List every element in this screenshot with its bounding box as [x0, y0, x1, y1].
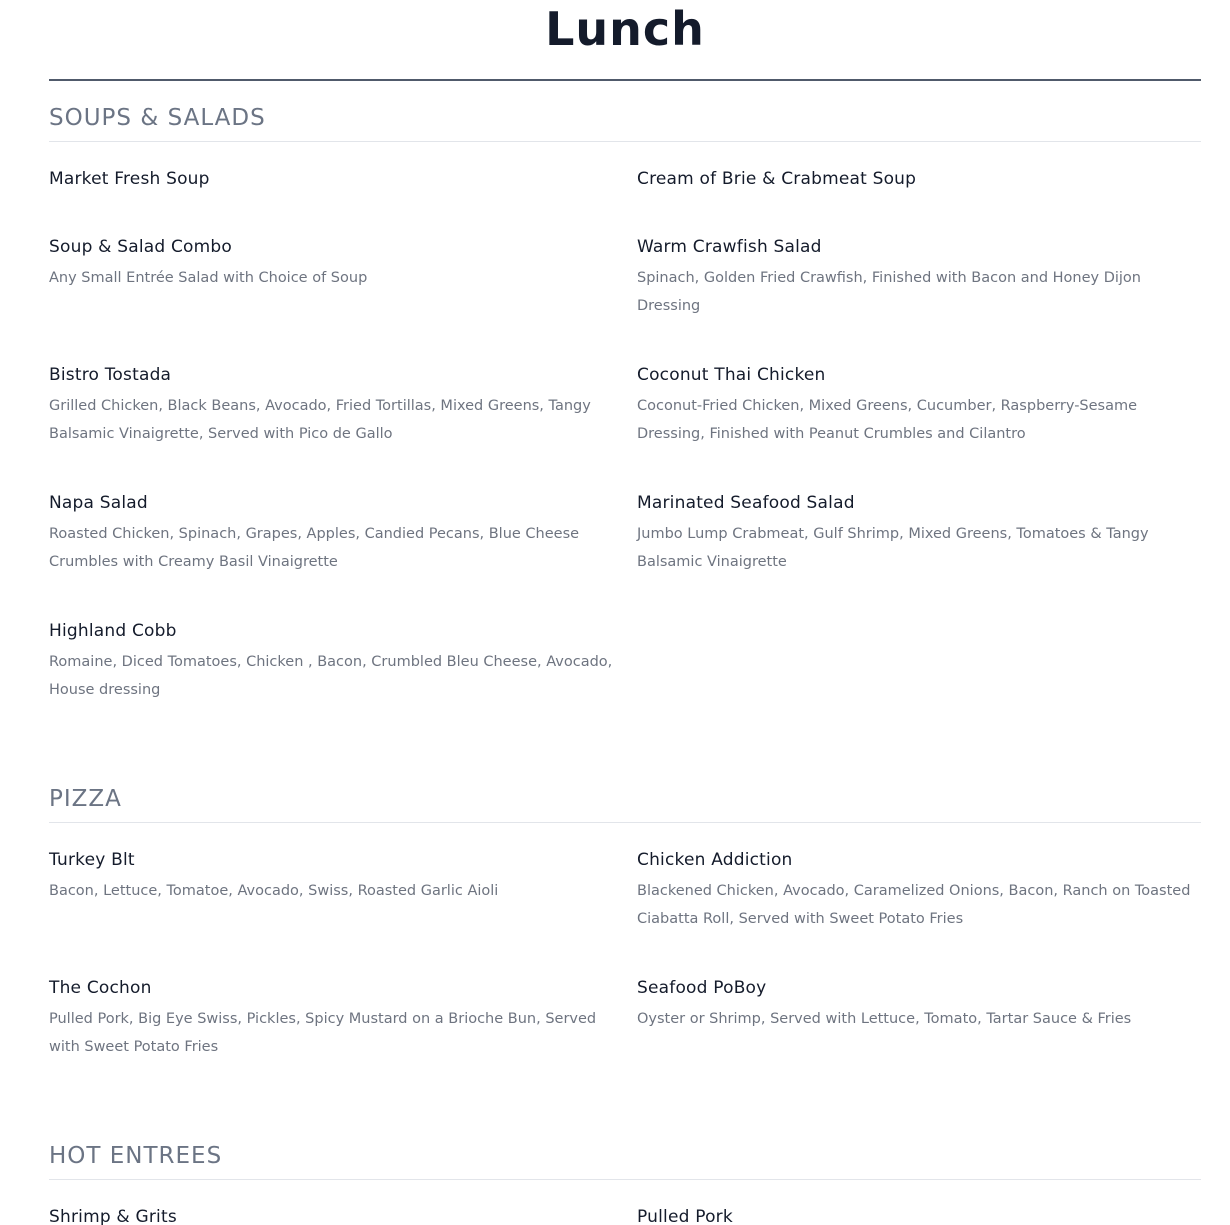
menu-item-description: Spinach, Golden Fried Crawfish, Finished with Bacon and Honey Dijon Dressing	[637, 270, 1141, 314]
menu-item-name: Pulled Pork	[637, 1207, 733, 1225]
menu-item-name: The Cochon	[49, 978, 152, 998]
menu-item	[637, 849, 1202, 933]
menu-item	[49, 977, 614, 1061]
menu-item-name: Napa Salad	[49, 493, 148, 513]
title-divider	[49, 79, 1201, 81]
menu-item	[637, 977, 1202, 1033]
menu-item-description: Roasted Chicken, Spinach, Grapes, Apples, Candied Pecans, Blue Cheese Crumbles with Creamy Basil Vinaigrette	[49, 526, 580, 570]
menu-item-description: Oyster or Shrimp, Served with Lettuce, Tomato, Tartar Sauce & Fries	[637, 1011, 1132, 1027]
menu-item-name: Marinated Seafood Salad	[637, 493, 855, 513]
section-hot-entrees	[49, 1142, 1201, 1225]
menu-item-description: Romaine, Diced Tomatoes, Chicken , Bacon, Crumbled Bleu Cheese, Avocado, House dressing	[49, 654, 613, 698]
menu-item	[49, 236, 614, 292]
menu-item	[637, 236, 1202, 320]
menu-item-description: Grilled Chicken, Black Beans, Avocado, Fried Tortillas, Mixed Greens, Tangy Balsamic Vinaigrette, Served with Pico de Gallo	[49, 398, 591, 442]
menu-item	[637, 492, 1202, 576]
menu-item-name: Highland Cobb	[49, 621, 177, 641]
menu-item-name: Market Fresh Soup	[49, 169, 210, 189]
section-divider	[49, 1179, 1201, 1180]
menu-item-description: Blackened Chicken, Avocado, Caramelized Onions, Bacon, Ranch on Toasted Ciabatta Roll, Served with Sweet Potato Fries	[637, 883, 1191, 927]
menu-item-name: Turkey Blt	[49, 850, 135, 870]
menu-item-name: Bistro Tostada	[49, 365, 172, 385]
section-pizza	[49, 785, 1201, 1055]
menu-item	[49, 168, 614, 190]
menu-item	[49, 364, 614, 448]
menu-item-description: Pulled Pork, Big Eye Swiss, Pickles, Spicy Mustard on a Brioche Bun, Served with Sweet Potato Fries	[49, 1011, 597, 1055]
menu-item-description: Jumbo Lump Crabmeat, Gulf Shrimp, Mixed Greens, Tomatoes & Tangy Balsamic Vinaigrette	[637, 526, 1149, 570]
menu-item-description: Bacon, Lettuce, Tomatoe, Avocado, Swiss, Roasted Garlic Aioli	[49, 883, 499, 899]
section-heading: HOT ENTREES	[49, 1143, 223, 1169]
menu-item	[637, 168, 1202, 190]
section-divider	[49, 141, 1201, 142]
menu-item	[49, 492, 614, 576]
menu-item-name: Warm Crawfish Salad	[637, 237, 822, 257]
menu-item	[49, 1206, 614, 1225]
menu-item-description: Any Small Entrée Salad with Choice of Soup	[49, 270, 368, 286]
menu-item-name: Chicken Addiction	[637, 850, 793, 870]
menu-item	[637, 1206, 1202, 1225]
menu-item-name: Cream of Brie & Crabmeat Soup	[637, 169, 917, 189]
menu-item	[637, 364, 1202, 448]
section-divider	[49, 822, 1201, 823]
menu-item-name: Seafood PoBoy	[637, 978, 767, 998]
menu-item-name: Coconut Thai Chicken	[637, 365, 826, 385]
page-title: Lunch	[545, 2, 705, 56]
menu-item	[49, 620, 614, 704]
menu-item-name: Shrimp & Grits	[49, 1207, 177, 1225]
section-heading: SOUPS & SALADS	[49, 105, 266, 131]
section-soups-salads	[49, 104, 1201, 698]
menu-item-name: Soup & Salad Combo	[49, 237, 232, 257]
menu-item-description: Coconut-Fried Chicken, Mixed Greens, Cucumber, Raspberry-Sesame Dressing, Finished with Peanut Crumbles and Cilantro	[637, 398, 1138, 442]
menu-item	[49, 849, 614, 905]
section-heading: PIZZA	[49, 786, 122, 812]
